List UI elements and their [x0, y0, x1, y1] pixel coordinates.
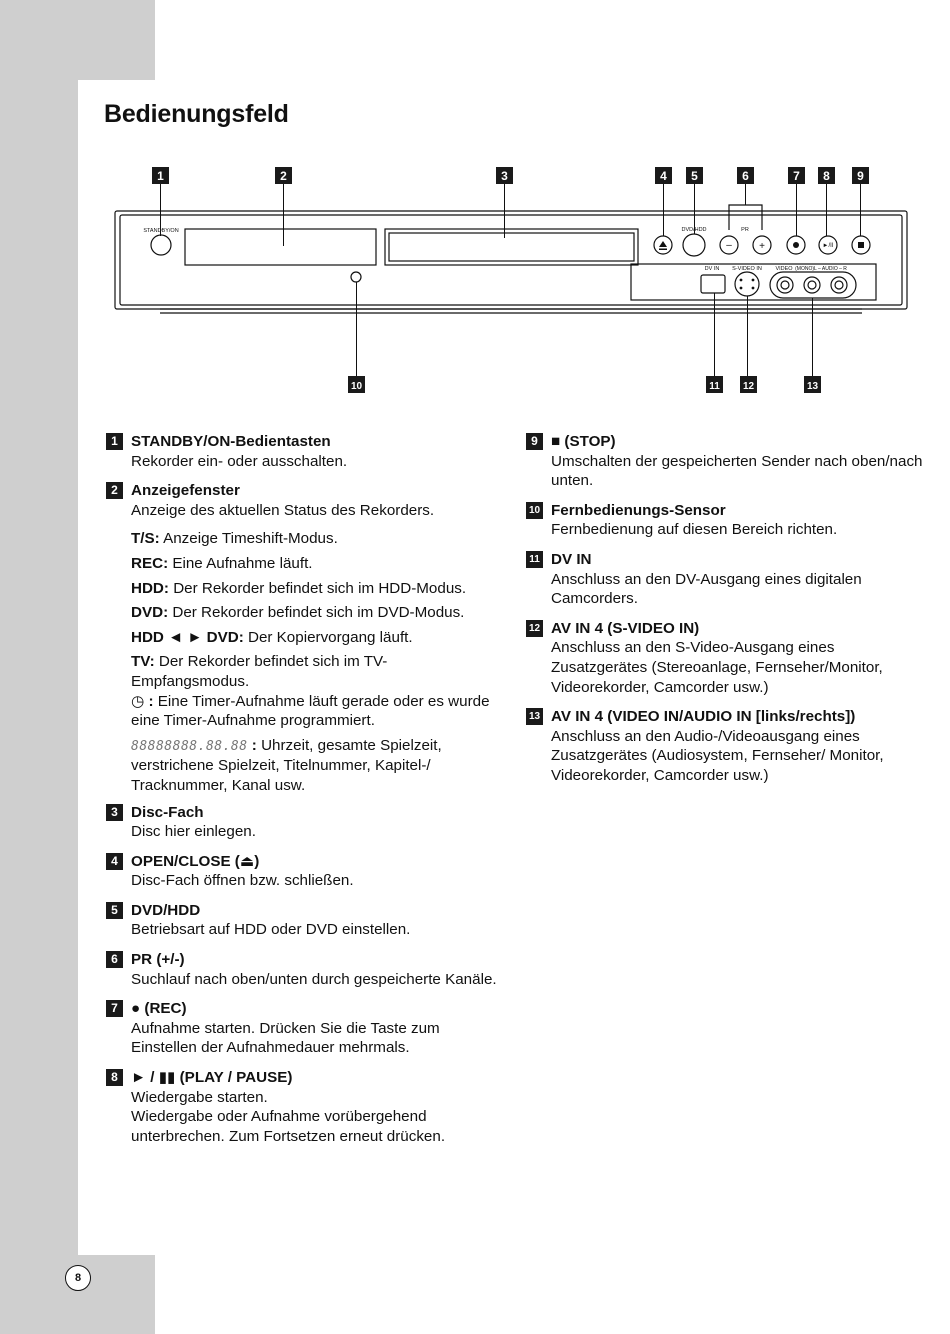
- item-description: Fernbedienung auf diesen Bereich richten.: [551, 521, 838, 539]
- item-description: Aufnahme starten. Drücken Sie die Taste zum Einstellen der Aufnahmedauer mehrmals.: [131, 1019, 440, 1057]
- segment-display-icon: 88888888.88.88: [131, 738, 248, 754]
- item-number: 9: [526, 433, 543, 450]
- mode-text: Eine Timer-Aufnahme läuft gerade oder es wurde eine Timer-Aufnahme programmiert.: [131, 692, 490, 730]
- mode-key: TV:: [131, 653, 155, 671]
- item-title: AV IN 4 (VIDEO IN/AUDIO IN [links/rechts]): [551, 708, 856, 726]
- callout-12-label: 12: [742, 381, 755, 392]
- callout-9-label: 9: [857, 169, 864, 183]
- display-mode-hdd: [131, 579, 501, 599]
- item-title: ► / ▮▮ (PLAY / PAUSE): [131, 1069, 293, 1087]
- mode-text: Der Kopiervorgang läuft.: [247, 628, 413, 646]
- item-open-close: [106, 852, 501, 891]
- right-column: [526, 432, 926, 796]
- item-description: Anschluss an den DV-Ausgang eines digitalen Camcorders.: [551, 570, 862, 608]
- callout-2-label: 2: [280, 169, 287, 183]
- callout-8-label: 8: [823, 169, 830, 183]
- display-mode-dvd: [131, 603, 501, 623]
- item-description: Suchlauf nach oben/unten durch gespeicherte Kanäle.: [131, 970, 497, 988]
- page-title: Bedienungsfeld: [104, 100, 289, 128]
- mode-text: Anzeige Timeshift-Modus.: [163, 530, 338, 548]
- display-mode-segment: 88888888.88.88 : Uhrzeit, gesamte Spielzeit, verstrichene Spielzeit, Titelnummer, Kapitel-/ Tracknummer, Kanal usw.: [131, 736, 442, 794]
- dvd-hdd-label: DVD/HDD: [681, 227, 707, 233]
- item-dv-in: [526, 550, 926, 609]
- item-number: 12: [526, 620, 543, 637]
- item-number: 4: [106, 853, 123, 870]
- pr-label: PR: [741, 227, 749, 233]
- item-av-in: [526, 707, 926, 785]
- item-number: 8: [106, 1069, 123, 1086]
- mode-key: REC:: [131, 554, 169, 572]
- page-number: 8: [65, 1265, 91, 1291]
- item-rec: [106, 999, 501, 1058]
- callout-4-label: 4: [660, 169, 667, 183]
- s-video-pin-3: [740, 287, 743, 290]
- item-title: ● (REC): [131, 1000, 187, 1018]
- mode-key: T/S:: [131, 530, 160, 548]
- item-title: Fernbedienungs-Sensor: [551, 501, 726, 519]
- item-title: Disc-Fach: [131, 803, 204, 821]
- item-disc-tray: [106, 803, 501, 842]
- item-standby: [106, 432, 501, 471]
- timer-icon: ◷: [131, 692, 145, 710]
- display-mode-rec: [131, 554, 501, 574]
- item-title: OPEN/CLOSE (⏏): [131, 852, 260, 870]
- item-number: 5: [106, 902, 123, 919]
- eject-glyph-bar: [659, 249, 667, 251]
- display-mode-tv: [131, 652, 501, 691]
- item-number: 3: [106, 804, 123, 821]
- item-play-pause: [106, 1068, 501, 1146]
- item-dvd-hdd: [106, 901, 501, 940]
- item-description: Anschluss an den S-Video-Ausgang eines Zusatzgerätes (Stereoanlage, Fernseher/Monitor, Videorekorder, Camcorder usw.): [551, 639, 883, 696]
- mode-key: HDD:: [131, 579, 169, 597]
- front-panel-diagram: [0, 0, 950, 420]
- item-title: AV IN 4 (S-VIDEO IN): [551, 619, 700, 637]
- mode-text: Der Rekorder befindet sich im HDD-Modus.: [173, 579, 467, 597]
- item-number: 11: [526, 551, 543, 568]
- stop-glyph: [858, 242, 864, 248]
- item-description: Umschalten der gespeicherten Sender nach oben/nach unten.: [551, 452, 923, 490]
- item-description-2: Wiedergabe oder Aufnahme vorübergehend unterbrechen. Zum Fortsetzen erneut drücken.: [131, 1108, 446, 1145]
- display-mode-timer: ◷ : Eine Timer-Aufnahme läuft gerade oder es wurde eine Timer-Aufnahme programmiert.: [131, 692, 490, 730]
- item-title: DV IN: [551, 550, 592, 568]
- callout-7-label: 7: [793, 169, 800, 183]
- callout-10-label: 10: [350, 381, 363, 392]
- item-description: Rekorder ein- oder ausschalten.: [131, 452, 348, 470]
- callout-13-label: 13: [806, 381, 819, 392]
- item-title: ■ (STOP): [551, 433, 616, 450]
- display-mode-ts: [131, 529, 501, 549]
- display-modes-list: [131, 529, 501, 795]
- device-body: [115, 211, 907, 309]
- mode-text: Eine Aufnahme läuft.: [172, 554, 313, 572]
- item-title: STANDBY/ON-Bedientasten: [131, 433, 331, 450]
- play-pause-label: ►/II: [822, 243, 834, 249]
- item-display-window: [106, 481, 501, 795]
- mode-key: HDD ◄ ► DVD:: [131, 628, 244, 646]
- s-video-pin-2: [752, 279, 755, 282]
- display-mode-copy: [131, 628, 501, 648]
- item-number: 13: [526, 708, 543, 725]
- callout-3-label: 3: [501, 169, 508, 183]
- video-label: VIDEO: [775, 266, 793, 272]
- left-column: [106, 432, 501, 1156]
- item-remote-sensor: [526, 501, 926, 540]
- mode-text: Uhrzeit, gesamte Spielzeit, verstrichene Spielzeit, Titelnummer, Kapitel-/ Tracknummer, Kanal usw.: [131, 736, 442, 794]
- item-description: Disc hier einlegen.: [131, 823, 256, 841]
- item-stop: [526, 432, 926, 491]
- callout-6-label: 6: [742, 169, 749, 183]
- item-number: 2: [106, 482, 123, 499]
- item-title: DVD/HDD: [131, 901, 201, 919]
- callout-1-label: 1: [157, 169, 164, 183]
- mode-key: DVD:: [131, 604, 169, 622]
- s-video-label: S-VIDEO IN: [732, 266, 762, 272]
- item-number: 1: [106, 433, 123, 450]
- callout-5-label: 5: [691, 169, 698, 183]
- item-description: Anzeige des aktuellen Status des Rekorders.: [131, 501, 435, 519]
- mode-text: Der Rekorder befindet sich im TV-Empfangsmodus.: [131, 653, 388, 690]
- item-description: Betriebsart auf HDD oder DVD einstellen.: [131, 921, 411, 939]
- s-video-pin-1: [740, 279, 743, 282]
- item-number: 7: [106, 1000, 123, 1017]
- item-description: Disc-Fach öffnen bzw. schließen.: [131, 872, 354, 890]
- s-video-pin-4: [752, 287, 755, 290]
- callout-11-label: 11: [709, 381, 720, 392]
- dv-in-label: DV IN: [704, 266, 720, 272]
- item-title: PR (+/-): [131, 951, 185, 969]
- rec-glyph: [793, 242, 799, 248]
- item-description: Anschluss an den Audio-/Videoausgang eines Zusatzgerätes (Audiosystem, Fernseher/ Monitor, Videorekorder, Camcorder usw.): [551, 727, 884, 784]
- standby-label: STANDBY/ON: [143, 228, 179, 234]
- item-s-video-in: [526, 619, 926, 697]
- item-pr: [106, 950, 501, 989]
- minus-label: –: [726, 240, 732, 251]
- item-title: Anzeigefenster: [131, 482, 240, 500]
- item-description: Wiedergabe starten.: [131, 1088, 268, 1106]
- mode-text: Der Rekorder befindet sich im DVD-Modus.: [172, 604, 465, 622]
- audio-label: (MONO)L – AUDIO – R: [795, 266, 847, 272]
- plus-label: +: [759, 241, 765, 252]
- item-number: 10: [526, 502, 543, 519]
- item-number: 6: [106, 951, 123, 968]
